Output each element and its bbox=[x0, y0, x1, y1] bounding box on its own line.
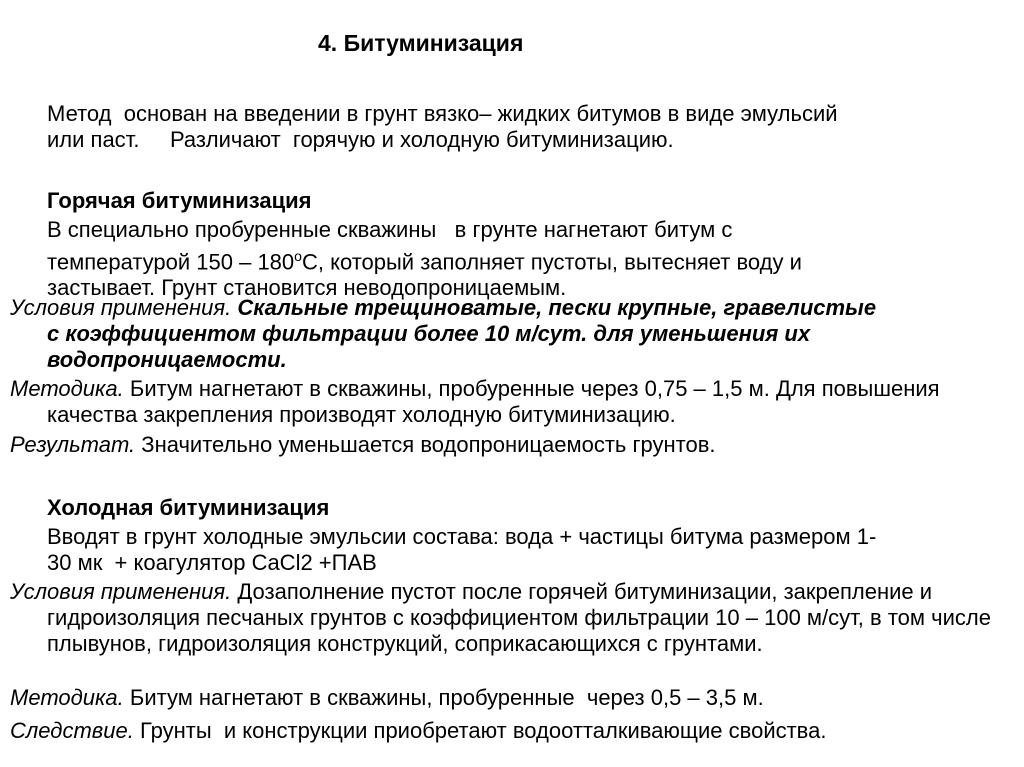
degree-sup: о bbox=[294, 248, 302, 264]
intro-paragraph bbox=[47, 101, 1007, 153]
hot-desc-line-2 bbox=[47, 243, 1007, 275]
intro-line-1: Метод основан на введении в грунт вязко– жидких битумов в виде эмульсий bbox=[47, 101, 838, 126]
hot-desc-rest: С, который заполняет пустоты, вытесняет воду и bbox=[301, 249, 802, 275]
cold-description bbox=[47, 524, 1022, 576]
hot-conditions-label: Условия применения. bbox=[10, 295, 232, 320]
hot-method-text: Битум нагнетают в скважины, пробуренные через 0,75 – 1,5 м. Для повышения качества закрепления производят холодную битуминизацию. bbox=[47, 376, 940, 427]
hot-result bbox=[10, 432, 1007, 458]
hot-desc-temp: температурой 150 – 180 bbox=[47, 249, 295, 275]
hot-conditions-text: Скальные трещиноватые, пески крупные, гравелистые с коэффициентом фильтрации более 10 м/сут. для уменьшения их водопроницаемости. bbox=[47, 295, 877, 372]
cold-heading: Холодная битуминизация bbox=[47, 495, 330, 520]
page-title: 4. Битуминизация bbox=[318, 30, 524, 56]
hot-desc-line-3: застывает. Грунт становится неводопроницаемым. bbox=[47, 275, 567, 301]
cold-conditions bbox=[10, 579, 1024, 657]
cold-method-label: Методика. bbox=[10, 685, 124, 710]
cold-conditions-label: Условия применения. bbox=[10, 579, 232, 604]
hot-desc-line-1: В специально пробуренные скважины в грунте нагнетают битум с bbox=[47, 217, 733, 242]
cold-method bbox=[10, 685, 1007, 711]
cold-consequence bbox=[10, 718, 1024, 744]
hot-conditions bbox=[10, 295, 877, 373]
cold-method-text: Битум нагнетают в скважины, пробуренные через 0,5 – 3,5 м. bbox=[129, 685, 764, 710]
hot-description bbox=[47, 217, 1007, 301]
cold-conditions-text: Дозаполнение пустот после горячей битуминизации, закрепление и гидроизоляция песчаных грунтов с коэффициентом фильтрации 10 – 100 м/сут, в том числе плывунов, гидроизоляция конструкций, соприкасающихся с грунтами. bbox=[47, 579, 991, 656]
cold-desc-line-2: 30 мк + коагулятор CaCl2 +ПАВ bbox=[47, 550, 377, 575]
hot-method bbox=[10, 376, 1007, 428]
hot-result-label: Результат. bbox=[10, 432, 136, 457]
cold-consequence-text: Грунты и конструкции приобретают водоотталкивающие свойства. bbox=[139, 718, 827, 743]
cold-consequence-label: Следствие. bbox=[10, 718, 134, 743]
cold-desc-line-1: Вводят в грунт холодные эмульсии состава: вода + частицы битума размером 1- bbox=[47, 524, 877, 549]
intro-line-2: или паст. Различают горячую и холодную битуминизацию. bbox=[47, 127, 674, 152]
hot-result-text: Значительно уменьшается водопроницаемость грунтов. bbox=[141, 432, 716, 457]
hot-method-label: Методика. bbox=[10, 376, 124, 401]
hot-heading: Горячая битуминизация bbox=[47, 188, 312, 213]
